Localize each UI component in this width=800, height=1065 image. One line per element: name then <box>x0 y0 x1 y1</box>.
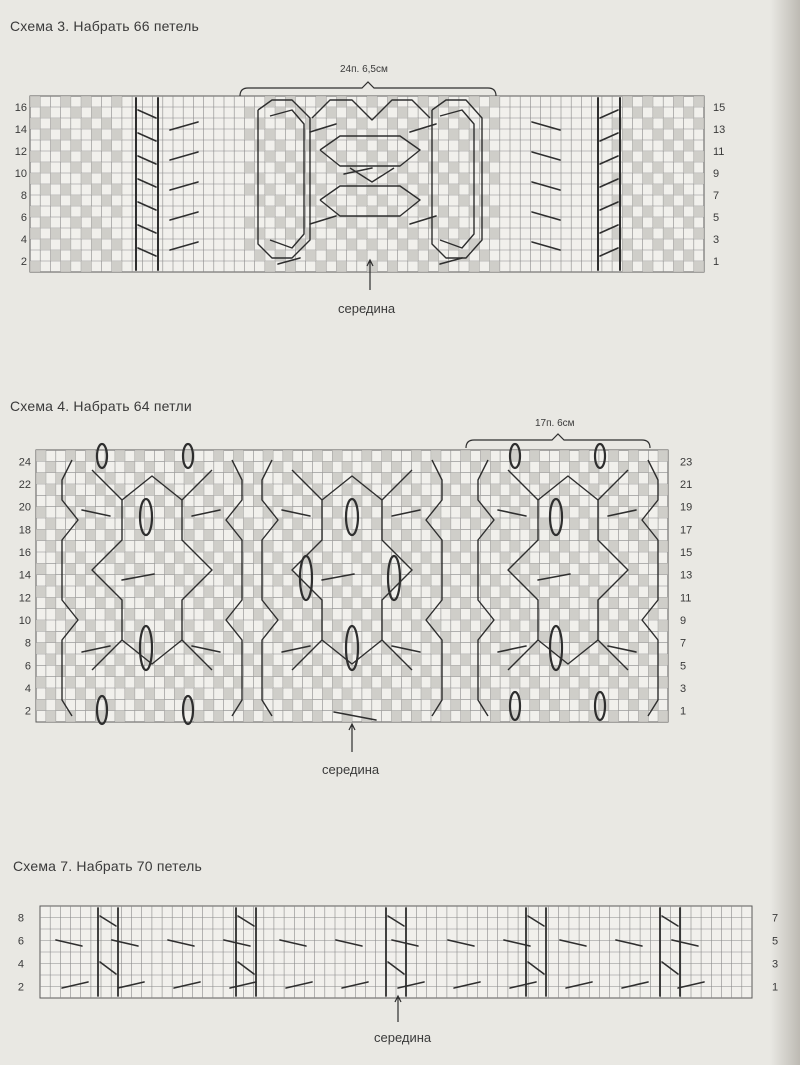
scheme-7-row-right-5: 5 <box>772 935 779 948</box>
scheme-3-row-right-7: 7 <box>713 190 720 202</box>
scheme-4-bracket <box>466 434 650 448</box>
scheme-3-middle-label: середина <box>338 301 396 316</box>
scheme-3-row-left-2: 2 <box>20 256 27 268</box>
scheme-3-row-right-13: 13 <box>713 124 726 136</box>
scheme-7-row-left-2: 2 <box>17 981 24 994</box>
scheme-3-row-right-15: 15 <box>713 102 726 114</box>
scheme-4-row-left-18: 18 <box>18 524 31 537</box>
scheme-4-row-right-13: 13 <box>680 569 693 582</box>
scheme-3-row-right-3: 3 <box>713 234 720 246</box>
scheme-3-row-right-5: 5 <box>713 212 720 224</box>
scheme-4-row-right-17: 17 <box>680 524 693 537</box>
scheme-4-row-left-20: 20 <box>18 501 31 514</box>
scheme-7-row-left-4: 4 <box>17 958 24 971</box>
scheme-3-bracket-label: 24п. 6,5см <box>340 64 388 75</box>
scheme-7-middle-arrow <box>395 996 401 1022</box>
scheme-4-row-left-22: 22 <box>18 479 31 491</box>
scheme-4-middle-label: середина <box>322 762 380 777</box>
scheme-4-row-left-24: 24 <box>18 456 31 469</box>
scheme-3-row-right-11: 11 <box>713 146 725 158</box>
scheme-3-title: Схема 3. Набрать 66 петель <box>10 18 199 34</box>
scheme-3-row-left-4: 4 <box>20 234 27 246</box>
scheme-7-row-right-3: 3 <box>772 958 779 971</box>
scheme-7-title: Схема 7. Набрать 70 петель <box>13 858 202 874</box>
scheme-4-row-left-2: 2 <box>24 705 31 718</box>
scheme-4-row-right-9: 9 <box>680 615 687 627</box>
scheme-7-row-left-8: 8 <box>17 912 24 925</box>
scheme-4-row-left-4: 4 <box>24 683 31 695</box>
scheme-4-middle-arrow <box>349 724 355 752</box>
scheme-4-bracket-label: 17п. 6см <box>535 418 575 429</box>
scheme-3-row-left-6: 6 <box>20 212 27 224</box>
scheme-7-row-right-1: 1 <box>772 981 779 994</box>
scheme-4-row-right-5: 5 <box>680 660 687 673</box>
scheme-7-row-left-6: 6 <box>17 935 24 948</box>
scheme-3-row-right-9: 9 <box>713 168 720 180</box>
scheme-4-row-right-1: 1 <box>680 705 687 718</box>
scheme-4-row-right-23: 23 <box>680 456 693 469</box>
scheme-3-row-left-12: 12 <box>14 146 27 158</box>
scheme-3-row-left-10: 10 <box>14 168 27 180</box>
scheme-3-row-left-8: 8 <box>20 190 27 202</box>
scheme-4-row-right-11: 11 <box>680 592 692 605</box>
scheme-4-title: Схема 4. Набрать 64 петли <box>10 398 192 414</box>
scheme-3-row-left-16: 16 <box>14 102 27 114</box>
scheme-7-row-right-7: 7 <box>772 912 779 925</box>
scheme-4-row-right-7: 7 <box>680 637 687 650</box>
scheme-4-row-left-14: 14 <box>18 569 31 582</box>
scheme-4-row-right-3: 3 <box>680 683 687 695</box>
scheme-4-row-left-8: 8 <box>24 637 31 650</box>
scheme-4-row-left-6: 6 <box>24 660 31 673</box>
scheme-3-bracket <box>240 82 496 96</box>
scheme-4-row-right-15: 15 <box>680 547 693 559</box>
scheme-7-middle-label: середина <box>374 1030 432 1045</box>
scheme-4-row-left-16: 16 <box>18 547 31 559</box>
scheme-4-row-right-19: 19 <box>680 501 693 514</box>
scheme-4-row-left-12: 12 <box>18 592 31 605</box>
scheme-3-row-left-14: 14 <box>14 124 27 136</box>
scheme-4-row-right-21: 21 <box>680 479 693 491</box>
scheme-4-row-left-10: 10 <box>18 615 31 627</box>
scheme-3-row-right-1: 1 <box>713 256 720 268</box>
scheme-3-middle-arrow <box>367 260 373 290</box>
